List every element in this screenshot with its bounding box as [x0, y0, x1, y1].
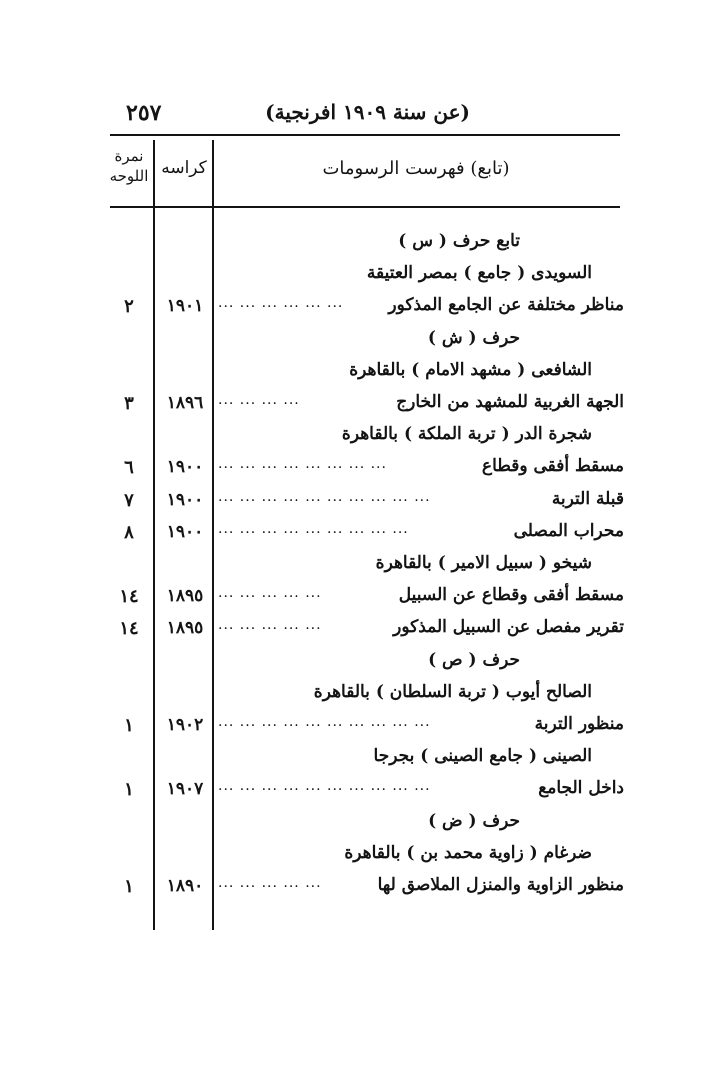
plate-number: ١: [124, 715, 134, 736]
letter-heading: [0, 646, 720, 678]
table-row: [0, 710, 720, 742]
plate-column-header: نمرة اللوحه: [109, 147, 149, 185]
index-title: (تابع) فهرست الرسومات: [322, 158, 510, 179]
building-title: السويدى ( جامع ) بمصر العتيقة: [366, 263, 592, 284]
table-row: [0, 581, 720, 613]
plate-number: ١٤: [119, 586, 139, 608]
letter-heading: [0, 227, 720, 259]
letter-heading: [0, 324, 720, 356]
leader-dots: ... ... ... ... ...: [218, 617, 322, 634]
volume-year: ١٩٠٠: [166, 457, 204, 478]
table-row: [0, 388, 720, 420]
entry-title: محراب المصلى: [513, 520, 624, 541]
leader-dots: ... ... ... ... ... ... ... ...: [218, 456, 387, 473]
plate-number: ٧: [124, 489, 134, 511]
entry-title: داخل الجامع: [538, 778, 624, 799]
volume-year: ١٩٠٢: [166, 715, 204, 735]
building-title: الشافعى ( مشهد الامام ) بالقاهرة: [349, 359, 592, 380]
entry-title: تقرير مفصل عن السبيل المذكور: [393, 617, 624, 638]
building-heading: [0, 259, 720, 291]
plate-number: ٣: [124, 393, 134, 414]
leader-dots: ... ... ... ... ... ... ... ... ... ...: [218, 714, 431, 730]
plate-number: ١: [124, 779, 134, 801]
running-head: (عن سنة ١٩٠٩ افرنجية): [265, 100, 470, 124]
leader-dots: ... ... ... ... ... ... ... ... ... ...: [218, 778, 431, 795]
entry-title: الجهة الغربية للمشهد من الخارج: [396, 392, 624, 412]
plate-number: ١٤: [119, 618, 139, 640]
table-row: [0, 485, 720, 517]
volume-year: ١٩٠٠: [166, 521, 204, 542]
leader-dots: ... ... ... ... ... ...: [218, 295, 344, 312]
table-row: [0, 774, 720, 806]
building-heading: [0, 678, 720, 710]
table-row: [0, 871, 720, 903]
table-row: [0, 517, 720, 549]
letter-title: حرف ( ش ): [427, 327, 520, 348]
plate-number: ٢: [124, 296, 134, 318]
plate-number: ١: [124, 876, 134, 897]
entry-title: مسقط أفقى وقطاع عن السبيل: [398, 585, 624, 606]
leader-dots: ... ... ... ... ... ... ... ... ... ...: [218, 488, 431, 505]
volume-year: ١٨٩٠: [166, 876, 204, 896]
building-heading: [0, 420, 720, 452]
leader-dots: ... ... ... ... ...: [218, 875, 322, 891]
top-rule: [110, 134, 620, 136]
building-heading: [0, 549, 720, 581]
letter-heading: [0, 807, 720, 839]
volume-year: ١٩٠٠: [166, 489, 204, 510]
entry-title: قبلة التربة: [551, 488, 624, 509]
volume-year: ١٨٩٦: [166, 393, 204, 413]
plate-number: ٦: [124, 457, 134, 479]
entry-title: منظور التربة: [534, 714, 624, 734]
letter-title: حرف ( ض ): [428, 810, 520, 831]
leader-dots: ... ... ... ... ...: [218, 585, 322, 602]
volume-year: ١٩٠٧: [166, 779, 204, 800]
volume-year: ١٨٩٥: [166, 618, 204, 639]
header-rule: [110, 206, 620, 208]
volume-year: ١٨٩٥: [166, 586, 204, 607]
table-row: [0, 291, 720, 323]
page-number: ٢٥٧: [126, 100, 162, 126]
volume-year: ١٩٠١: [166, 296, 204, 317]
building-heading: [0, 839, 720, 871]
letter-title: حرف ( ص ): [428, 649, 520, 670]
entry-title: منظور الزاوية والمنزل الملاصق لها: [377, 875, 624, 895]
building-title: شيخو ( سبيل الامير ) بالقاهرة: [375, 553, 592, 573]
building-title: الصالح أيوب ( تربة السلطان ) بالقاهرة: [313, 681, 592, 702]
building-heading: [0, 356, 720, 388]
plate-number: ٨: [124, 521, 134, 543]
volume-column-header: كراسه: [161, 158, 207, 178]
building-title: شجرة الدر ( تربة الملكة ) بالقاهرة: [341, 424, 592, 445]
entry-title: مناظر مختلفة عن الجامع المذكور: [388, 295, 624, 316]
building-title: ضرغام ( زاوية محمد بن ) بالقاهرة: [344, 842, 592, 863]
leader-dots: ... ... ... ... ... ... ... ... ...: [218, 520, 409, 537]
table-row: [0, 452, 720, 484]
building-title: الصينى ( جامع الصينى ) بجرجا: [373, 746, 592, 767]
entry-title: مسقط أفقى وقطاع: [481, 456, 624, 477]
letter-title: تابع حرف ( س ): [398, 231, 520, 251]
leader-dots: ... ... ... ...: [218, 392, 300, 408]
table-row: [0, 613, 720, 645]
building-heading: [0, 742, 720, 774]
